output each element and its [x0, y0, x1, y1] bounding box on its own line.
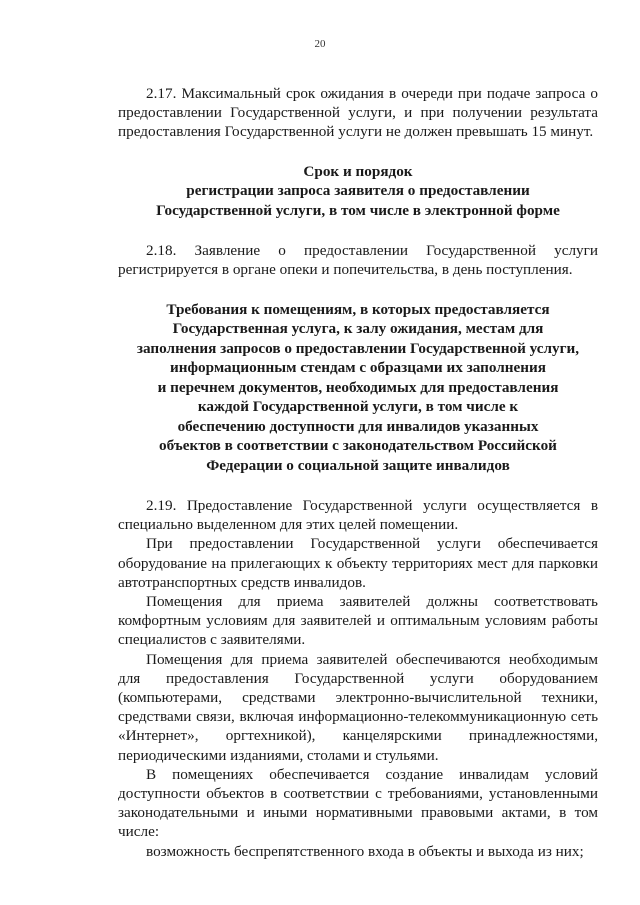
heading-line: обеспечению доступности для инвалидов указанных	[177, 417, 539, 435]
heading-line: информационным стендам с образцами их заполнения	[170, 359, 546, 377]
heading-line: каждой Государственной услуги, в том числе к	[197, 398, 519, 416]
section-heading-premises	[118, 300, 598, 476]
paragraph-2-18: 2.18. Заявление о предоставлении Государственной услуги регистрируется в органе опеки и попечительства, в день поступления.	[118, 242, 598, 279]
heading-line: Требования к помещениям, в которых предоставляется	[166, 300, 550, 318]
heading-line: Государственной услуги, в том числе в электронной форме	[156, 201, 560, 219]
paragraph-comfort: Помещения для приема заявителей должны соответствовать комфортным условиям для заявителей и оптимальным условиям работы специалистов с заявителями.	[118, 593, 598, 649]
paragraph-equipment: Помещения для приема заявителей обеспечиваются необходимым для предоставления Государственной услуги оборудованием (компьютерами, средствами электронно-вычислительной техники, средствами связи, включая информационно-телекоммуникационную сеть «Интернет», оргтехникой), канцелярскими принадлежностями, периодическими изданиями, столами и стульями.	[118, 650, 598, 764]
page-number: 20	[314, 38, 326, 50]
heading-line: заполнения запросов о предоставлении Государственной услуги,	[136, 339, 580, 357]
section-heading-registration	[118, 162, 598, 221]
heading-line: Федерации о социальной защите инвалидов	[206, 456, 510, 474]
heading-line: Срок и порядок	[303, 162, 413, 180]
heading-line: и перечнем документов, необходимых для предоставления	[157, 378, 559, 396]
heading-line: Государственная услуга, к залу ожидания, местам для	[172, 320, 544, 338]
paragraph-entry: возможность беспрепятственного входа в объекты и выхода из них;	[146, 842, 584, 860]
document-body	[118, 84, 598, 861]
paragraph-2-19: 2.19. Предоставление Государственной услуги осуществляется в специально выделенном для этих целей помещении.	[118, 497, 598, 534]
paragraph-parking: При предоставлении Государственной услуги обеспечивается оборудование на прилегающих к объекту территориях мест для парковки автотранспортных средств инвалидов.	[118, 535, 598, 591]
paragraph-accessibility: В помещениях обеспечивается создание инвалидам условий доступности объектов в соответствии с требованиями, установленными законодательными и иными нормативными правовыми актами, в том числе:	[118, 765, 598, 841]
heading-line: объектов в соответствии с законодательством Российской	[159, 437, 557, 455]
heading-line: регистрации запроса заявителя о предоставлении	[186, 182, 530, 200]
paragraph-2-17: 2.17. Максимальный срок ожидания в очереди при подаче запроса о предоставлении Государственной услуги, и при получении результата предоставления Государственной услуги не должен превышать 15 минут.	[118, 85, 598, 141]
